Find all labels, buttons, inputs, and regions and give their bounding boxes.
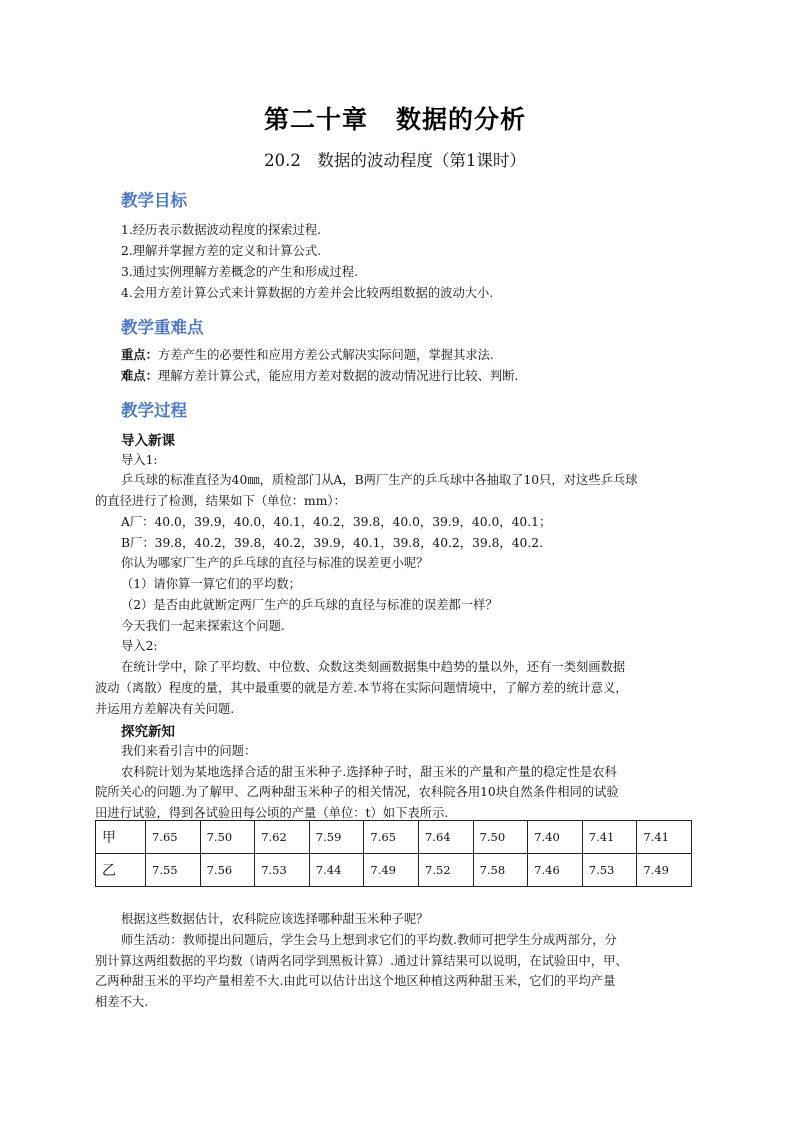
table-row-yi	[96, 854, 692, 887]
intro1-label: 导入1:	[121, 453, 158, 467]
intro2-label: 导入2:	[121, 639, 158, 653]
paragraph-line: 乒乓球的标准直径为40㎜，质检部门从A，B两厂生产的乒乓球中各抽取了10只，对这些乒乓球	[121, 473, 638, 487]
focus-line	[121, 346, 494, 364]
data-line-a: A厂：40.0，39.9，40.0，40.1，40.2，39.8，40.0，39.9，40.0，40.1；	[121, 515, 552, 529]
section-heading-keypoints: 教学重难点	[121, 318, 204, 337]
goal-item: 4.会用方差计算公式来计算数据的方差并会比较两组数据的波动大小.	[121, 286, 494, 300]
data-line-b: B厂：39.8，40.2，39.8，40.2，39.9，40.1，39.8，40.2，39.8，40.2.	[121, 536, 544, 550]
goal-item: 3.通过实例理解方差概念的产生和形成过程.	[121, 265, 358, 279]
goal-item: 2.理解并掌握方差的定义和计算公式.	[121, 244, 322, 258]
table-cell: 7.55	[146, 854, 201, 887]
table-cell: 7.41	[582, 821, 637, 854]
difficulty-label: 难点：	[121, 369, 158, 383]
difficulty-text: 理解方差计算公式，能应用方差对数据的波动情况进行比较、判断.	[157, 369, 519, 383]
paragraph-line: 根据这些数据估计，农科院应该选择哪种甜玉米种子呢？	[121, 912, 429, 926]
table-cell: 7.50	[200, 821, 255, 854]
paragraph-line: 田进行试验，得到各试验田每公顷的产量（单位：t）如下表所示.	[95, 806, 449, 820]
row-label: 乙	[96, 854, 146, 887]
table-cell: 7.46	[528, 854, 583, 887]
paragraph-line: 乙两种甜玉米的平均产量相差不大.由此可以估计出这个地区种植这两种甜玉米，它们的平均产量	[95, 974, 616, 988]
paragraph-line: 相差不大.	[95, 995, 149, 1009]
goal-item: 1.经历表示数据波动程度的探索过程.	[121, 223, 322, 237]
paragraph-line: 院所关心的问题.为了解甲、乙两种甜玉米种子的相关情况，农科院各用10块自然条件相同的试验	[95, 785, 619, 799]
yield-table	[95, 820, 692, 887]
difficulty-line	[121, 367, 518, 385]
paragraph-line: 今天我们一起来探索这个问题.	[121, 619, 285, 633]
chapter-number: 第二十章	[263, 105, 368, 134]
table-cell: 7.64	[418, 821, 473, 854]
table-cell: 7.52	[418, 854, 473, 887]
table-cell: 7.49	[364, 854, 419, 887]
paragraph-line: 波动（离散）程度的量，其中最重要的就是方差.本节将在实际问题情境中，了解方差的统计意义，	[95, 681, 628, 695]
paragraph-line: 农科院计划为某地选择合适的甜玉米种子.选择种子时，甜玉米的产量和产量的稳定性是农科	[121, 765, 617, 779]
table-cell: 7.41	[637, 821, 692, 854]
table-cell: 7.65	[146, 821, 201, 854]
paragraph-line: 在统计学中，除了平均数、中位数、众数这类刻画数据集中趋势的量以外，还有一类刻画数据	[121, 660, 626, 674]
paragraph-line: 师生活动：教师提出问题后，学生会马上想到求它们的平均数.教师可把学生分成两部分，分	[121, 933, 617, 947]
section-heading-process: 教学过程	[121, 401, 187, 420]
paragraph-line: 别计算这两组数据的平均数（请两名同学到黑板计算）.通过计算结果可以说明，在试验田中，甲、	[95, 954, 628, 968]
table-row-jia	[96, 821, 692, 854]
table-cell: 7.62	[255, 821, 310, 854]
subheading-explore: 探究新知	[121, 724, 175, 740]
table-cell: 7.53	[582, 854, 637, 887]
lesson-subtitle: 20.2 数据的波动程度（第1课时）	[264, 151, 526, 170]
table-cell: 7.44	[309, 854, 364, 887]
table-cell: 7.59	[309, 821, 364, 854]
table-cell: 7.40	[528, 821, 583, 854]
paragraph-line: 的直径进行了检测，结果如下（单位：mm）：	[95, 494, 346, 508]
focus-label: 重点：	[121, 348, 158, 362]
table-cell: 7.53	[255, 854, 310, 887]
table-cell: 7.50	[473, 821, 528, 854]
table-cell: 7.49	[637, 854, 692, 887]
chapter-name: 数据的分析	[396, 105, 527, 134]
subheading-intro: 导入新课	[121, 433, 175, 449]
table-cell: 7.65	[364, 821, 419, 854]
question-line: 你认为哪家厂生产的乒乓球的直径与标准的误差更小呢？	[121, 556, 429, 570]
paragraph-line: 并运用方差解决有关问题.	[95, 702, 235, 716]
table-cell: 7.56	[200, 854, 255, 887]
row-label: 甲	[96, 821, 146, 854]
question-item: （1）请你算一算它们的平均数；	[121, 577, 301, 591]
question-item: （2）是否由此就断定两厂生产的乒乓球的直径与标准的误差都一样？	[121, 598, 498, 612]
table-cell: 7.58	[473, 854, 528, 887]
chapter-title	[95, 100, 695, 136]
focus-text: 方差产生的必要性和应用方差公式解决实际问题，掌握其求法.	[157, 348, 494, 362]
paragraph-line: 我们来看引言中的问题：	[121, 744, 257, 758]
section-heading-goals: 教学目标	[121, 191, 187, 210]
